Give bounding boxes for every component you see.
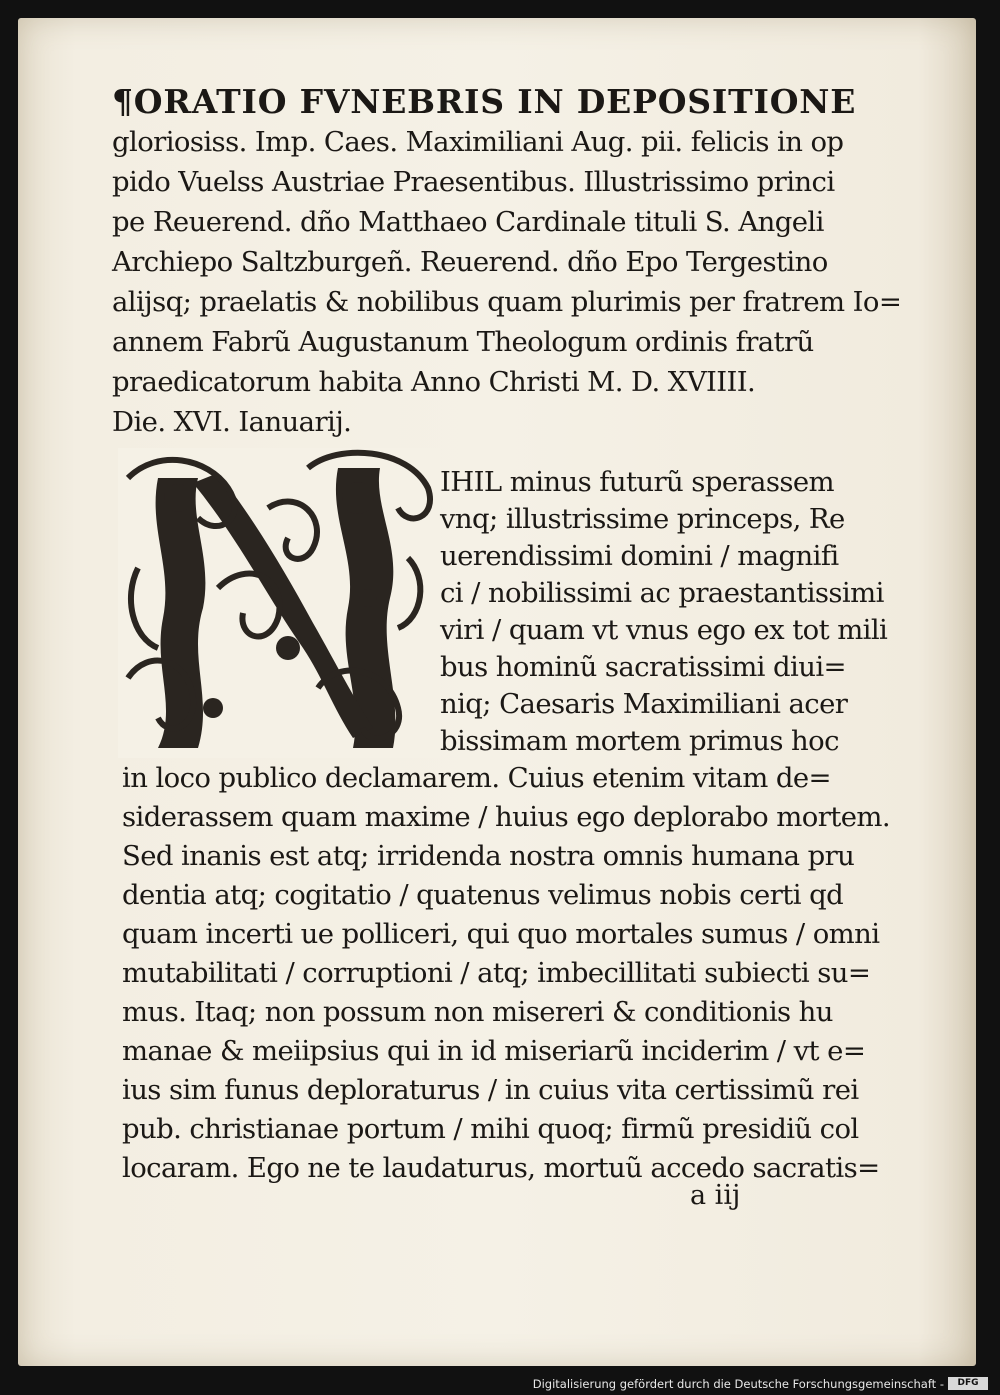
body-line-3: Sed inanis est atq; irridenda nostra omnis humana pru <box>122 840 855 872</box>
title-line-4: pe Reuerend. dño Matthaeo Cardinale tituli S. Angeli <box>112 206 824 238</box>
body-line-8: manae & meiipsius qui in id miseriarũ inciderim / vt e= <box>122 1035 866 1067</box>
body-line-4: dentia atq; cogitatio / quatenus velimus nobis certi qd <box>122 879 844 911</box>
title-line-9: Die. XVI. Ianuarij. <box>112 406 352 438</box>
signature-mark: a iij <box>690 1180 741 1211</box>
title-line-6: alijsq; praelatis & nobilibus quam plurimis per fratrem Io= <box>112 286 902 318</box>
title-heading: ORATIO FVNEBRIS IN DEPOSITIONE <box>133 82 857 121</box>
title-line-5: Archiepo Saltzburgeñ. Reuerend. dño Epo Tergestino <box>112 246 828 278</box>
footer-credit: Digitalisierung gefördert durch die Deutsche Forschungsgemeinschaft - <box>532 1377 944 1391</box>
body-line-2: siderassem quam maxime / huius ego deplorabo mortem. <box>122 801 891 833</box>
pilcrow-mark: ¶ <box>112 82 134 121</box>
title-line-1 <box>112 82 856 121</box>
body-wrap-line-8: bissimam mortem primus hoc <box>440 725 839 757</box>
body-wrap-line-6: bus hominũ sacratissimi diui= <box>440 651 846 683</box>
body-wrap-line-4: ci / nobilissimi ac praestantissimi <box>440 577 884 609</box>
initial-ornament <box>118 448 440 758</box>
body-wrap-line-1: IHIL minus futurũ sperassem <box>440 466 835 498</box>
body-wrap-line-5: viri / quam vt vnus ego ex tot mili <box>440 614 888 646</box>
dfg-logo[interactable]: DFG <box>948 1377 988 1390</box>
body-line-9: ius sim funus deploraturus / in cuius vita certissimũ rei <box>122 1074 859 1106</box>
decorated-initial <box>118 448 440 758</box>
body-line-1: in loco publico declamarem. Cuius etenim vitam de= <box>122 762 831 794</box>
title-line-3: pido Vuelss Austriae Praesentibus. Illustrissimo princi <box>112 166 835 198</box>
body-wrap-line-7: niq; Caesaris Maximiliani acer <box>440 688 848 720</box>
body-wrap-line-3: uerendissimi domini / magnifi <box>440 540 839 572</box>
title-line-2: gloriosiss. Imp. Caes. Maximiliani Aug. pii. felicis in op <box>112 126 844 158</box>
body-wrap-line-2: vnq; illustrissime princeps, Re <box>440 503 845 535</box>
body-line-5: quam incerti ue polliceri, qui quo mortales sumus / omni <box>122 918 880 950</box>
body-line-11: locaram. Ego ne te laudaturus, mortuũ accedo sacratis= <box>122 1152 880 1184</box>
body-line-7: mus. Itaq; non possum non misereri & conditionis hu <box>122 996 833 1028</box>
body-line-10: pub. christianae portum / mihi quoq; firmũ presidiũ col <box>122 1113 859 1145</box>
title-line-8: praedicatorum habita Anno Christi M. D. XVIIII. <box>112 366 756 398</box>
title-line-7: annem Fabrũ Augustanum Theologum ordinis fratrũ <box>112 326 814 358</box>
body-line-6: mutabilitati / corruptioni / atq; imbecillitati subiecti su= <box>122 957 871 989</box>
